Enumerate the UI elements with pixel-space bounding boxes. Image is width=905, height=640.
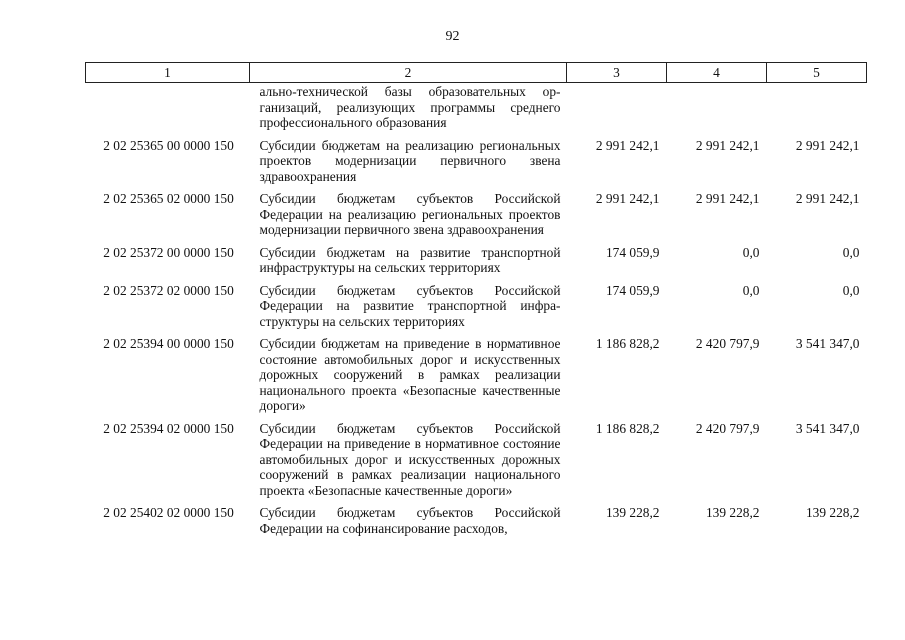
column-header-1: 1	[86, 63, 250, 83]
value-cell-col5: 139 228,2	[805, 505, 860, 520]
code-cell	[86, 83, 250, 138]
value-cell-col3: 2 991 242,1	[595, 191, 660, 206]
description-cell: Субсидии бюджетам на приведение в нормативное состояние автомобильных дорог и искусственных дорожных сооружений в рамках реализации национального проекта «Безопасные качественные дороги»	[259, 336, 561, 413]
page-number: 92	[445, 29, 460, 44]
table-row	[86, 138, 867, 192]
value-cell-col3: 139 228,2	[605, 505, 660, 520]
value-cell-col5: 3 541 347,0	[795, 420, 860, 436]
code-cell: 2 02 25402 02 0000 150	[103, 505, 234, 520]
description-cell: Субсидии бюджетам субъектов Российской Федерации на развитие транспортной инфраструктуры на сельских территориях	[259, 282, 561, 329]
table-row	[86, 283, 867, 337]
value-cell-col5: 0,0	[842, 282, 860, 298]
value-cell-col5: 0,0	[842, 244, 860, 260]
value-cell-col4: 139 228,2	[705, 505, 760, 520]
value-cell-col3: 174 059,9	[605, 282, 660, 298]
value-cell	[667, 83, 767, 138]
code-cell: 2 02 25372 02 0000 150	[103, 282, 234, 298]
description-cell: Субсидии бюджетам субъектов Российской Федерации на реализацию региональных проектов модернизации первичного звена здравоохранения	[259, 191, 561, 237]
value-cell-col3: 2 991 242,1	[595, 137, 660, 153]
value-cell-col5: 3 541 347,0	[795, 336, 860, 351]
column-header-3: 3	[567, 63, 667, 83]
value-cell-col5: 2 991 242,1	[795, 191, 860, 206]
code-cell: 2 02 25394 02 0000 150	[103, 420, 234, 436]
value-cell-col5: 2 991 242,1	[795, 137, 860, 153]
value-cell	[767, 83, 867, 138]
value-cell-col3: 174 059,9	[605, 244, 660, 260]
code-cell: 2 02 25372 00 0000 150	[103, 244, 234, 260]
table-row-continuation	[86, 83, 867, 138]
column-header-2: 2	[250, 63, 567, 83]
code-cell: 2 02 25365 02 0000 150	[103, 191, 234, 206]
value-cell-col4: 2 991 242,1	[695, 137, 760, 153]
description-cell: Субсидии бюджетам на развитие транспортной инфраструктуры на сельских территориях	[259, 244, 561, 275]
value-cell-col4: 2 420 797,9	[695, 336, 760, 351]
table-row	[86, 336, 867, 421]
description-cell: Субсидии бюджетам субъектов Российской Федерации на приведение в нормативное состояние автомобильных дорог и искусственных дорожных сооружений в рамках реализации национального проекта «Безопасные качественные дороги»	[259, 420, 561, 498]
description-cell: Субсидии бюджетам субъектов Российской Федерации на софинансирование расходов,	[259, 505, 561, 536]
column-header-5: 5	[767, 63, 867, 83]
value-cell-col4: 0,0	[742, 282, 760, 298]
value-cell-col3: 1 186 828,2	[595, 420, 660, 436]
description-cell: Субсидии бюджетам на реализацию региональных проектов модернизации первичного звена здравоохранения	[259, 137, 561, 184]
value-cell-col4: 2 420 797,9	[695, 420, 760, 436]
code-cell: 2 02 25365 00 0000 150	[103, 137, 234, 153]
value-cell	[567, 83, 667, 138]
table-row	[86, 245, 867, 283]
table-row	[86, 191, 867, 245]
budget-table	[85, 62, 867, 543]
value-cell-col4: 2 991 242,1	[695, 191, 760, 206]
table-row	[86, 505, 867, 543]
table-row	[86, 421, 867, 506]
value-cell-col4: 0,0	[742, 244, 760, 260]
value-cell-col3: 1 186 828,2	[595, 336, 660, 351]
column-header-4: 4	[667, 63, 767, 83]
table-header-row	[86, 63, 867, 83]
description-cell: ально-технической базы образовательных организаций, реализующих программы среднего профессионального образования	[259, 84, 561, 130]
code-cell: 2 02 25394 00 0000 150	[103, 336, 234, 351]
